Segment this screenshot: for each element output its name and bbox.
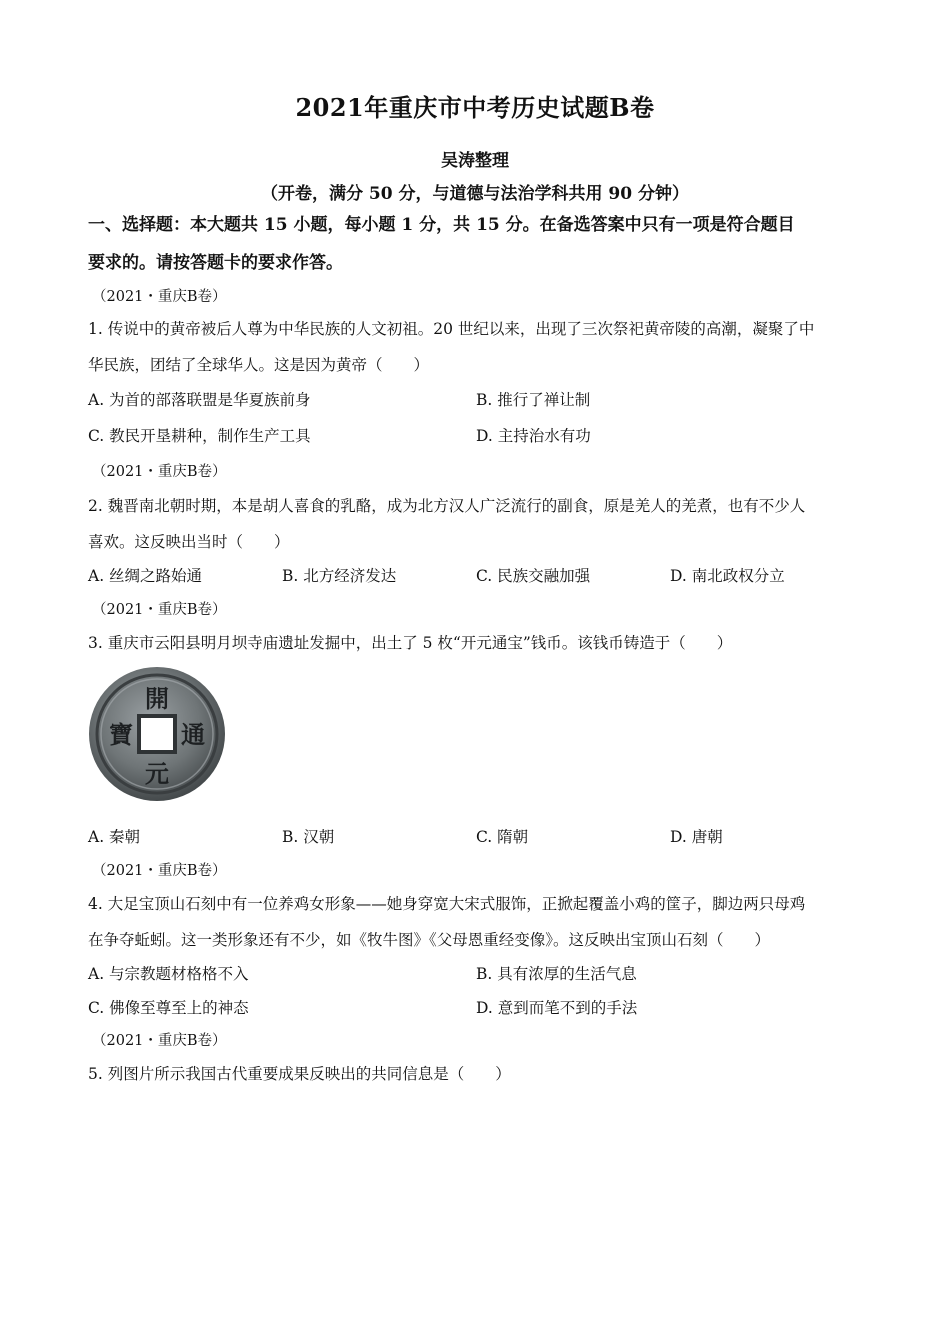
- q1-option-a[interactable]: A. 为首的部落联盟是华夏族前身: [88, 391, 311, 409]
- q1-option-d[interactable]: D. 主持治水有功: [476, 427, 591, 445]
- q3-source: （2021・重庆B卷）: [92, 602, 227, 618]
- q4-stem-cont: 在争夺蚯蚓。这一类形象还有不少，如《牧牛图》《父母恩重经变像》。这反映出宝顶山石刻（ ）: [88, 931, 771, 949]
- kaiyuan-tongbao-coin-image: [86, 664, 228, 804]
- section-heading: 一、选择题：本大题共 15 小题，每小题 1 分，共 15 分。在备选答案中只有一项是符合题目: [88, 215, 795, 235]
- coin-char-right: 通: [181, 720, 205, 749]
- q5-stem: 5. 列图片所示我国古代重要成果反映出的共同信息是（ ）: [88, 1065, 511, 1083]
- q3-option-c[interactable]: C. 隋朝: [476, 828, 529, 846]
- section-heading-cont: 要求的。请按答题卡的要求作答。: [88, 253, 343, 273]
- coin-char-bottom: 元: [145, 759, 169, 788]
- q2-stem-cont: 喜欢。这反映出当时（ ）: [88, 533, 290, 551]
- q5-source: （2021・重庆B卷）: [92, 1033, 227, 1049]
- coin-char-left: 寶: [109, 720, 133, 749]
- exam-note: （开卷，满分 50 分，与道德与法治学科共用 90 分钟）: [261, 184, 689, 204]
- q4-option-b[interactable]: B. 具有浓厚的生活气息: [476, 965, 637, 983]
- q4-option-c[interactable]: C. 佛像至尊至上的神态: [88, 999, 249, 1017]
- q2-option-d[interactable]: D. 南北政权分立: [670, 567, 785, 585]
- q3-stem: 3. 重庆市云阳县明月坝寺庙遗址发掘中，出土了 5 枚“开元通宝”钱币。该钱币铸造于（ ）: [88, 634, 733, 652]
- q4-source: （2021・重庆B卷）: [92, 863, 227, 879]
- compiler-name: 吴涛整理: [441, 151, 509, 171]
- q1-stem-cont: 华民族，团结了全球华人。这是因为黄帝（ ）: [88, 356, 430, 374]
- q3-option-a[interactable]: A. 秦朝: [88, 828, 141, 846]
- q3-option-d[interactable]: D. 唐朝: [670, 828, 723, 846]
- q2-option-a[interactable]: A. 丝绸之路始通: [88, 567, 203, 585]
- q4-stem: 4. 大足宝顶山石刻中有一位养鸡女形象——她身穿宽大宋式服饰，正掀起覆盖小鸡的筐子，脚边两只母鸡: [88, 895, 806, 913]
- q2-stem: 2. 魏晋南北朝时期，本是胡人喜食的乳酪，成为北方汉人广泛流行的副食，原是羌人的羌煮，也有不少人: [88, 497, 806, 515]
- q4-option-d[interactable]: D. 意到而笔不到的手法: [476, 999, 638, 1017]
- q1-source: （2021・重庆B卷）: [92, 289, 227, 305]
- q2-option-c[interactable]: C. 民族交融加强: [476, 567, 591, 585]
- q1-option-b[interactable]: B. 推行了禅让制: [476, 391, 591, 409]
- q1-stem: 1. 传说中的黄帝被后人尊为中华民族的人文初祖。20 世纪以来，出现了三次祭祀黄帝陵的高潮，凝聚了中: [88, 320, 815, 338]
- q1-option-c[interactable]: C. 教民开垦耕种，制作生产工具: [88, 427, 311, 445]
- q3-option-b[interactable]: B. 汉朝: [282, 828, 335, 846]
- q2-source: （2021・重庆B卷）: [92, 464, 227, 480]
- exam-title: 2021年重庆市中考历史试题B卷: [295, 93, 655, 122]
- coin-char-top: 開: [145, 684, 169, 713]
- q2-option-b[interactable]: B. 北方经济发达: [282, 567, 397, 585]
- q4-option-a[interactable]: A. 与宗教题材格格不入: [88, 965, 249, 983]
